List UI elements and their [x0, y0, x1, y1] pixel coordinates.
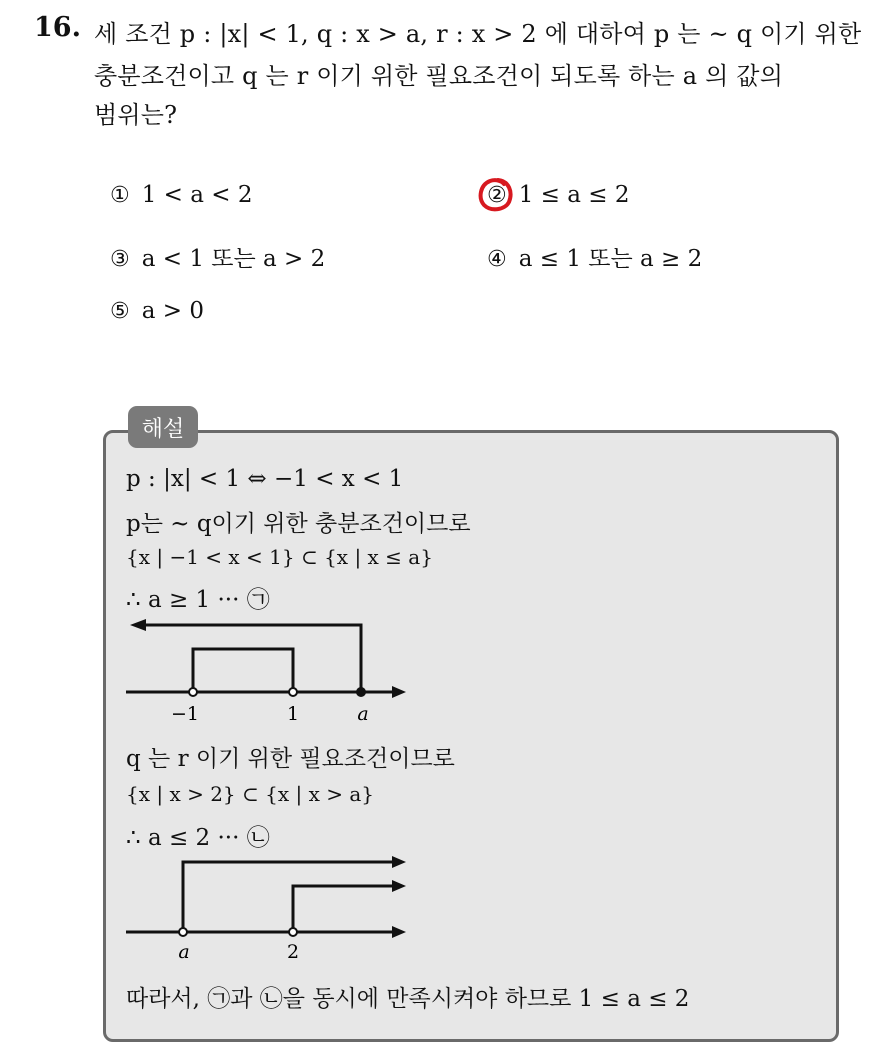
choice-2-number: ②: [487, 183, 507, 208]
number-line-diagram-1: [110, 612, 420, 727]
choice-2-text: 1 ≤ a ≤ 2: [518, 182, 630, 208]
diagram1-interval-not-q: [146, 625, 361, 692]
choice-5-text: a > 0: [141, 298, 204, 324]
choice-3-text: a < 1 또는 a > 2: [141, 246, 326, 272]
question-line-2: 충분조건이고 q 는 r 이기 위한 필요조건이 되도록 하는 a 의 값의: [94, 62, 784, 90]
diagram2-r-arrowhead: [392, 880, 406, 892]
solution-line-5: q 는 r 이기 위한 필요조건이므로: [126, 746, 455, 772]
diagram1-label-a: a: [357, 703, 369, 725]
solution-line-7: ∴ a ≤ 2 ··· ㉡: [126, 825, 270, 851]
diagram2-label-a: a: [178, 941, 190, 963]
diagram2-point-a: [179, 928, 187, 936]
diagram1-left-arrowhead: [130, 619, 146, 631]
diagram1-point-1: [289, 688, 297, 696]
solution-tag: 해설: [128, 406, 198, 448]
question-line-3: 범위는?: [94, 101, 178, 129]
diagram2-axis-arrowhead: [392, 926, 406, 938]
diagram1-axis-arrowhead: [392, 686, 406, 698]
diagram1-point-a: [357, 688, 365, 696]
choice-4-text: a ≤ 1 또는 a ≥ 2: [518, 246, 703, 272]
choice-1-text: 1 < a < 2: [141, 182, 253, 208]
choice-1[interactable]: [110, 182, 253, 208]
question-line-1: 세 조건 p : |x| < 1, q : x > a, r : x > 2 에 대하여 p 는 ~ q 이기 위한: [94, 20, 862, 48]
diagram2-interval-r: [293, 886, 396, 932]
number-line-diagram-2: [110, 850, 420, 965]
solution-line-4: ∴ a ≥ 1 ··· ㉠: [126, 587, 270, 613]
diagram2-interval-q: [183, 862, 396, 932]
diagram1-label-1: 1: [286, 703, 300, 725]
selected-answer-circle: [476, 174, 516, 214]
question-number: 16.: [34, 12, 81, 43]
choice-3-number: ③: [110, 247, 130, 272]
diagram1-point-minus1: [189, 688, 197, 696]
solution-line-6: {x | x > 2} ⊂ {x | x > a}: [126, 782, 374, 806]
diagram1-label-minus1: −1: [170, 703, 200, 725]
choice-5-number: ⑤: [110, 299, 130, 324]
diagram2-label-2: 2: [286, 941, 300, 963]
solution-line-2: p는 ~ q이기 위한 충분조건이므로: [126, 511, 471, 537]
solution-line-3: {x | −1 < x < 1} ⊂ {x | x ≤ a}: [126, 545, 433, 569]
choice-4-number: ④: [487, 247, 507, 272]
solution-conclusion: 따라서, ㉠과 ㉡을 동시에 만족시켜야 하므로 1 ≤ a ≤ 2: [126, 986, 690, 1012]
diagram2-q-arrowhead: [392, 856, 406, 868]
choice-1-number: ①: [110, 183, 130, 208]
diagram1-interval-p: [193, 649, 293, 692]
choice-3[interactable]: [110, 240, 325, 273]
diagram2-point-2: [289, 928, 297, 936]
choice-5[interactable]: [110, 298, 204, 324]
choice-4[interactable]: [487, 240, 702, 273]
solution-line-1: p : |x| < 1 ⇔ −1 < x < 1: [126, 466, 404, 492]
